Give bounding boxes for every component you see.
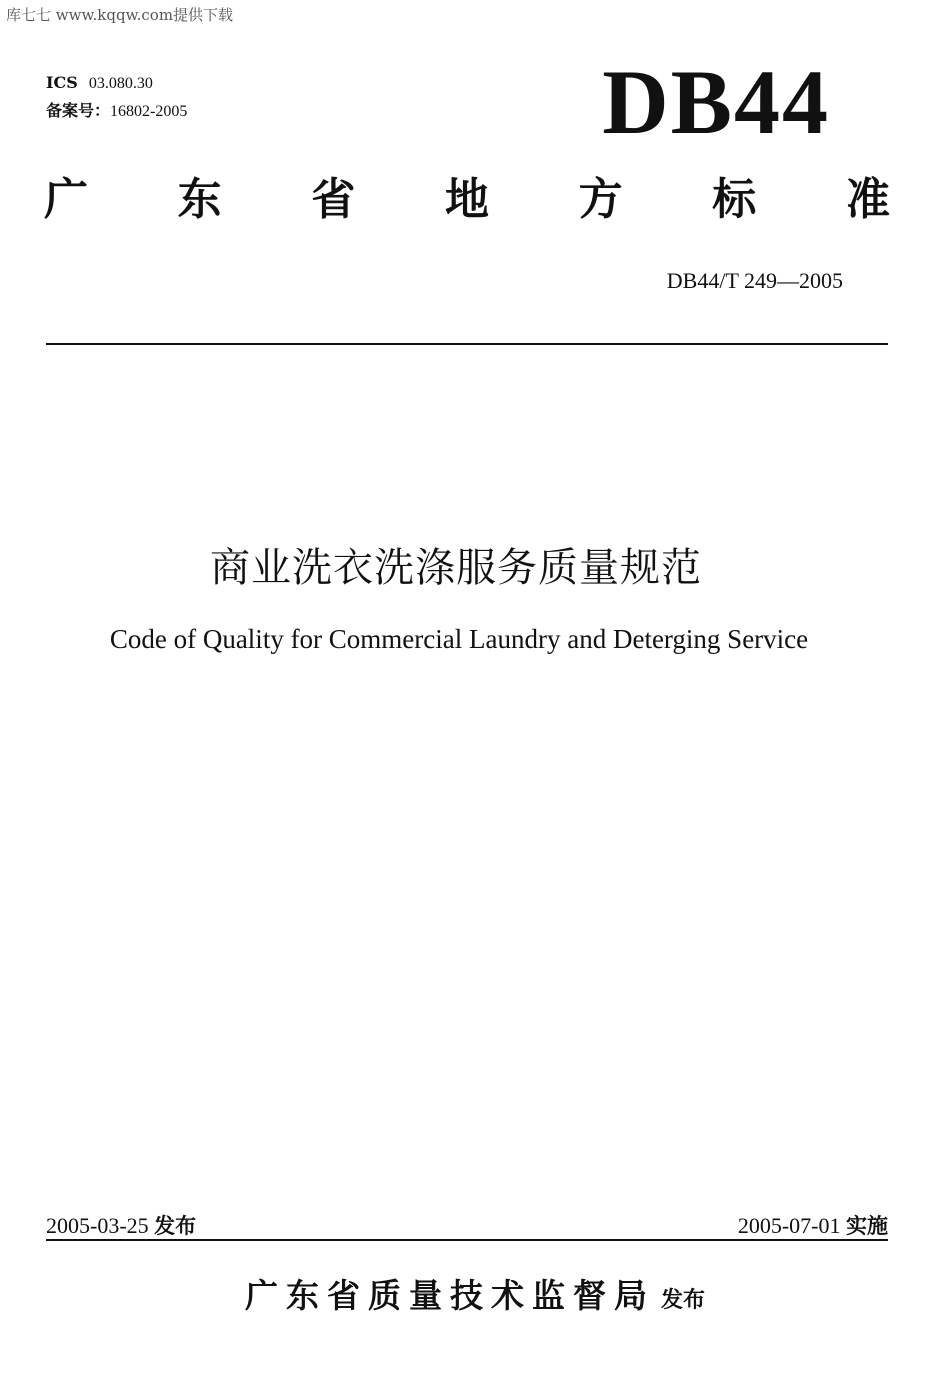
watermark-text: 库七七 www.kqqw.com提供下载 [6, 6, 234, 24]
publisher-suffix: 发布 [660, 1288, 705, 1313]
header-divider [46, 343, 888, 345]
publisher-organization: 广东省质量技术监督局 [244, 1276, 655, 1315]
standard-type-char: 广 [44, 174, 88, 225]
standard-code-logo: DB44 [602, 51, 830, 153]
ics-label: ICS [46, 73, 78, 92]
standard-type-char: 地 [444, 174, 489, 225]
document-title-chinese: 商业洗衣洗涤服务质量规范 [210, 545, 702, 591]
publisher-line [0, 1270, 950, 1317]
standard-type-char: 东 [177, 174, 222, 225]
standard-type-char: 准 [845, 174, 890, 225]
standard-number: DB44/T 249—2005 [666, 268, 843, 293]
issue-date-value: 2005-03-25 [46, 1213, 149, 1238]
standard-type-char: 标 [712, 174, 757, 225]
issue-date-label: 发布 [154, 1214, 197, 1238]
document-title-english: Code of Quality for Commercial Laundry and Deterging Service [109, 624, 809, 654]
issue-date [46, 1210, 196, 1240]
implementation-date-value: 2005-07-01 [737, 1213, 841, 1238]
ics-value: 03.080.30 [88, 75, 153, 92]
footer-divider [46, 1239, 888, 1241]
standard-type-char: 省 [311, 174, 356, 225]
standard-type-char: 方 [578, 174, 623, 225]
registration-label: 备案号： [46, 101, 111, 120]
registration-number [46, 98, 187, 121]
ics-code [46, 73, 153, 93]
implementation-date-label: 实施 [846, 1214, 888, 1238]
implementation-date [738, 1210, 888, 1240]
standard-type-heading [44, 174, 890, 225]
registration-value: 16802-2005 [110, 103, 188, 120]
